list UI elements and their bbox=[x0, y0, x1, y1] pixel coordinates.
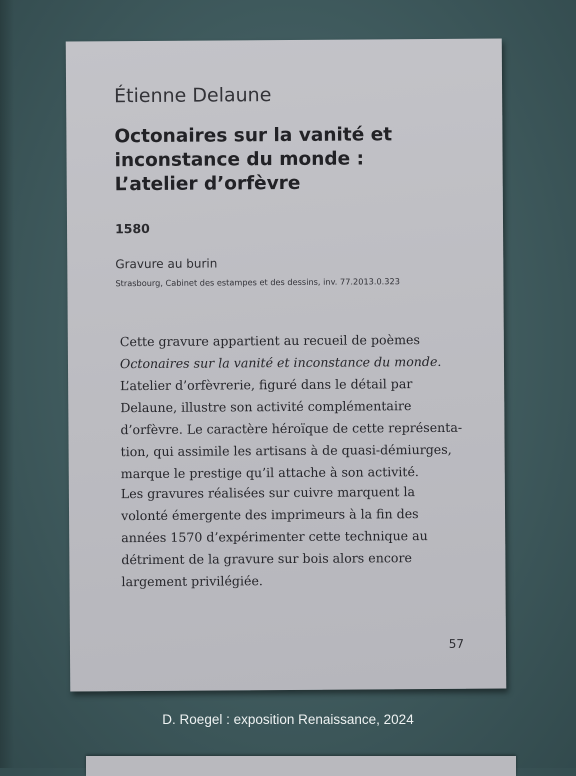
photo-credit: D. Roegel : exposition Renaissance, 2024 bbox=[162, 712, 414, 727]
next-label-card-edge bbox=[86, 756, 516, 776]
title-line: inconstance du monde : bbox=[114, 148, 365, 172]
artwork-location: Strasbourg, Cabinet des estampes et des dessins, inv. 77.2013.0.323 bbox=[115, 276, 400, 289]
paragraph-line: années 1570 d’expérimenter cette technique au bbox=[121, 528, 428, 546]
paragraph-line: d’orfèvre. Le caractère héroïque de cette représenta- bbox=[120, 419, 463, 438]
artwork-year: 1580 bbox=[114, 220, 150, 237]
paragraph-line: largement privilégiée. bbox=[121, 573, 263, 590]
artist-name: Étienne Delaune bbox=[114, 84, 272, 108]
artwork-title bbox=[114, 123, 474, 198]
paragraph-line: détriment de la gravure sur bois alors encore bbox=[121, 550, 412, 568]
paragraph-line: Delaune, illustre son activité complémentaire bbox=[120, 398, 412, 416]
paragraph-line: volonté émergente des imprimeurs à la fin des bbox=[120, 506, 419, 524]
wall-shadow bbox=[0, 0, 14, 768]
description-paragraph-1 bbox=[120, 329, 471, 485]
title-line: Octonaires sur la vanité et bbox=[114, 124, 393, 148]
paragraph-line: tion, qui assimile les artisans à de quasi-démiurges, bbox=[120, 441, 452, 460]
paragraph-line: Les gravures réalisées sur cuivre marquent la bbox=[120, 484, 416, 502]
museum-label-card bbox=[66, 38, 507, 691]
artwork-technique: Gravure au burin bbox=[115, 256, 218, 272]
title-line: L’atelier d’orfèvre bbox=[114, 172, 301, 196]
paragraph-line: marque le prestige qu’il attache à son activité. bbox=[120, 464, 419, 482]
page-number: 57 bbox=[448, 636, 464, 651]
paragraph-line: L’atelier d’orfèvrerie, figuré dans le détail par bbox=[120, 376, 413, 394]
paragraph-line: Cette gravure appartient au recueil de poèmes bbox=[119, 332, 420, 350]
paragraph-line-italic: Octonaires sur la vanité et inconstance du monde. bbox=[119, 353, 442, 372]
description-paragraph-2 bbox=[121, 481, 472, 593]
